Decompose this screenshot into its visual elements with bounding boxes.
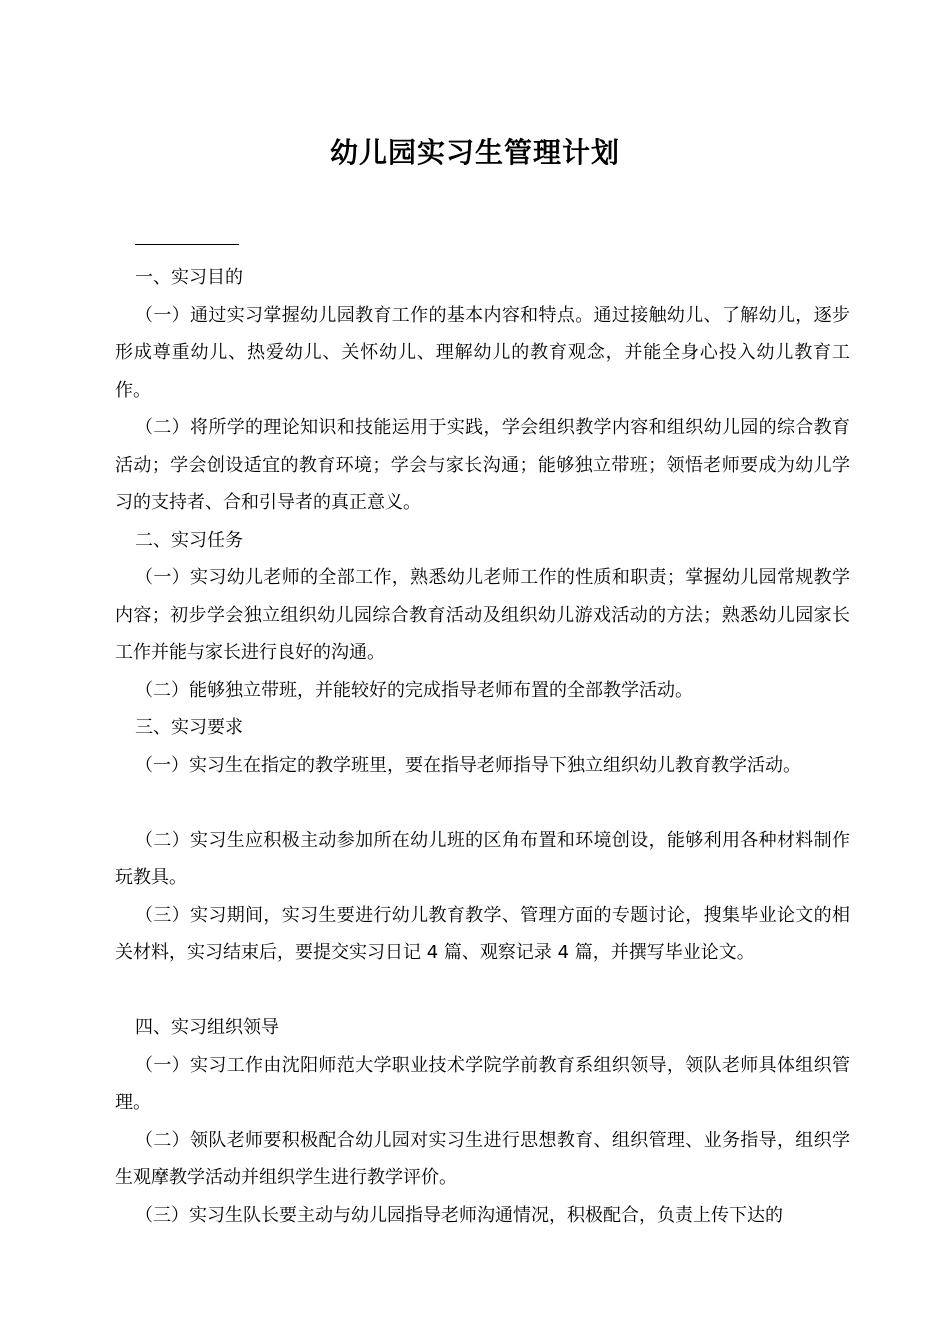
- paragraph: （二）领队老师要积极配合幼儿园对实习生进行思想教育、组织管理、业务指导，组织学生观摩教学活动并组织学生进行教学评价。: [115, 1129, 850, 1188]
- paragraph: （一）实习工作由沈阳师范大学职业技术学院学前教育系组织领导，领队老师具体组织管理。: [115, 1054, 850, 1113]
- section-heading-requirements: 三、实习要求: [135, 717, 243, 738]
- section-heading-leadership: 四、实习组织领导: [135, 1017, 279, 1038]
- paragraph: （二）能够独立带班，并能较好的完成指导老师布置的全部教学活动。: [135, 679, 693, 701]
- paragraph: （一）通过实习掌握幼儿园教育工作的基本内容和特点。通过接触幼儿、了解幼儿，逐步形成尊重幼儿、热爱幼儿、关怀幼儿、理解幼儿的教育观念，并能全身心投入幼儿教育工作。: [115, 304, 850, 401]
- document-body: [115, 259, 850, 1234]
- paragraph: （二）实习生应积极主动参加所在幼儿班的区角布置和环境创设，能够利用各种材料制作玩教具。: [115, 829, 850, 888]
- document-title: 幼儿园实习生管理计划: [329, 136, 620, 169]
- paragraph: （二）将所学的理论知识和技能运用于实践，学会组织教学内容和组织幼儿园的综合教育活动；学会创设适宜的教育环境；学会与家长沟通；能够独立带班；领悟老师要成为幼儿学习的支持者、合和引导者的真正意义。: [115, 417, 850, 513]
- paragraph: （三）实习生队长要主动与幼儿园指导老师沟通情况，积极配合，负责上传下达的: [135, 1204, 783, 1226]
- section-heading-purpose: 一、实习目的: [135, 267, 243, 288]
- section-heading-tasks: 二、实习任务: [135, 529, 243, 551]
- header-rule: [135, 244, 239, 245]
- paragraph: （一）实习生在指定的教学班里，要在指导老师指导下独立组织幼儿教育教学活动。: [135, 754, 801, 776]
- paragraph: （三）实习期间，实习生要进行幼儿教育教学、管理方面的专题讨论，搜集毕业论文的相关材料，实习结束后，要提交实习日记 4 篇、观察记录 4 篇，并撰写毕业论文。: [115, 904, 850, 963]
- paragraph: （一）实习幼儿老师的全部工作，熟悉幼儿老师工作的性质和职责；掌握幼儿园常规教学内容；初步学会独立组织幼儿园综合教育活动及组织幼儿游戏活动的方法；熟悉幼儿园家长工作并能与家长进行良好的沟通。: [115, 567, 850, 663]
